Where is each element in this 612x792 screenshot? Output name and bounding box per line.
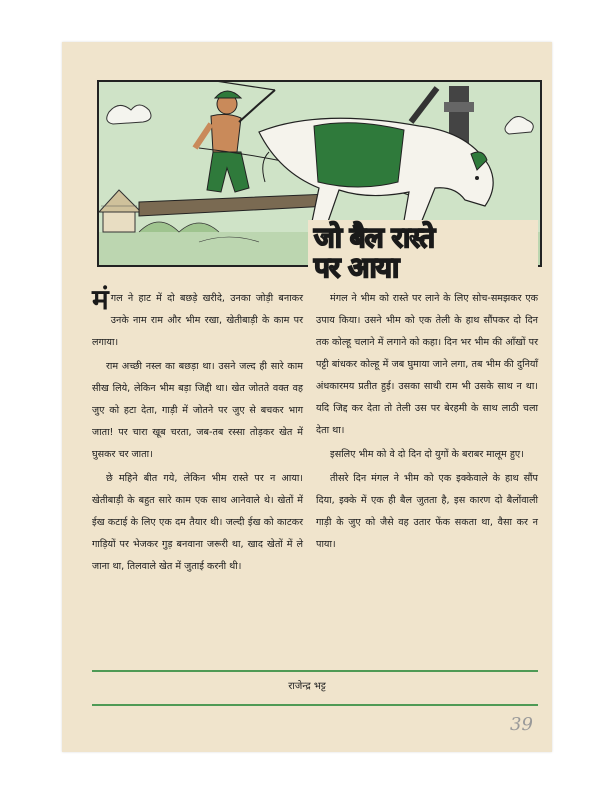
paragraph: तीसरे दिन मंगल ने भीम को एक इक्केवाले के हाथ सौंप दिया, इक्के में एक ही बैल जुतता है, इस कारण दो बैलोंवाली गाड़ी के जुए को जैसे वह उतार फेंक सकता था, वैसा कर न पाया।: [316, 473, 538, 550]
author-name: राजेन्द्र भट्ट: [288, 681, 326, 692]
divider-bottom: [92, 704, 538, 706]
paragraph: राम अच्छी नस्ल का बछड़ा था। उसने जल्द ही सारे काम सीख लिये, लेकिन भीम बड़ा जिद्दी था। खेत जोतते वक्त वह जुए को हटा देता, गाड़ी में जोतने पर जुए से बचकर भाग जाता! पर चारा खूब चरता, जब-तब रस्सा तोड़कर खेत में घुसकर चर जाता।: [92, 361, 303, 460]
right-column: [316, 288, 538, 556]
paragraph: छे महिने बीत गये, लेकिन भीम रास्ते पर न आया। खेतीबाड़ी के बहुत सारे काम एक साथ आनेवाले थे। खेतों में ईख कटाई के लिए एक दम तैयार थी। जल्दी ईख को काटकर गाड़ियों पर भेजकर गुड़ बनवाना जरूरी था, खाद खेतों में ले जाना था, तिलवाले खेत में जुताई करनी थी।: [92, 473, 303, 572]
paragraph: मंगल ने भीम को रास्ते पर लाने के लिए सोच-समझकर एक उपाय किया। उसने भीम को एक तेली के हाथ सौंपकर दो दिन तक कोल्हू चलाने में लगाने को कहा। दिन भर भीम की आँखों पर पट्टी बांधकर कोल्हू में जब घुमाया जाने लगा, तब भीम की दुनियाँ अंधकारमय प्रतीत हुई। उसका साथी राम भी उसके साथ न था। यदि जिद्द कर देता तो तेली उस पर बेरहमी के साथ लाठी चला देता था।: [316, 293, 538, 436]
left-column: [92, 283, 303, 578]
paragraph: मंगल ने हाट में दो बछड़े खरीदे, उनका जोड़ी बनाकर उनके नाम राम और भीम रखा, खेतीबाड़ी के काम पर लगाया।: [92, 283, 303, 348]
drop-cap: मं: [92, 283, 109, 316]
story-title-line2: पर आया: [314, 251, 399, 284]
page-number: 39: [510, 714, 533, 735]
story-title-line1: जो बैल रास्ते: [314, 221, 435, 254]
magazine-page: [62, 42, 552, 752]
village-hut-icon: [99, 190, 141, 232]
paragraph: इसलिए भीम को वे दो दिन दो युगों के बराबर मालूम हुए।: [330, 449, 524, 460]
divider-top: [92, 670, 538, 672]
story-title: [308, 220, 538, 282]
